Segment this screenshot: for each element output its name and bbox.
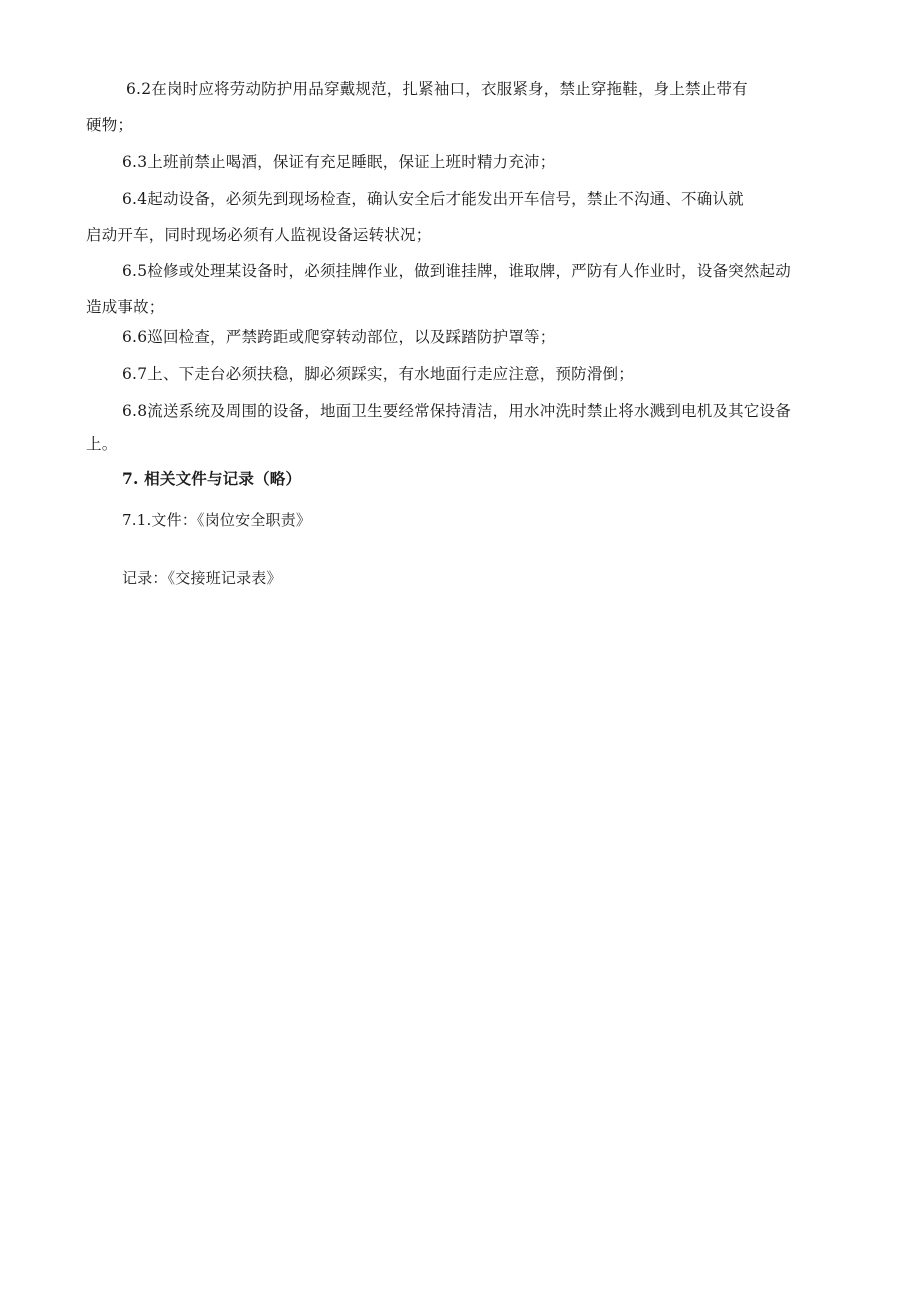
item-6-8-line2: 上。 [86, 435, 118, 453]
item-6-5-line2: 造成事故； [86, 298, 165, 316]
section-7-1-file: 7.1.文件：《岗位安全职责》 [122, 511, 312, 529]
item-6-3: 6.3上班前禁止喝酒，保证有充足睡眠，保证上班时精力充沛； [122, 153, 556, 171]
item-6-4-line1: 6.4起动设备，必须先到现场检查，确认安全后才能发出开车信号，禁止不沟通、不确认就 [122, 190, 744, 208]
item-6-7: 6.7上、下走台必须扶稳，脚必须踩实，有水地面行走应注意，预防滑倒； [122, 365, 634, 383]
section-7-heading: 7. 相关文件与记录（略） [122, 469, 302, 488]
item-6-2-line1: 6.2在岗时应将劳动防护用品穿戴规范，扎紧袖口，衣服紧身，禁止穿拖鞋，身上禁止带有 [126, 80, 748, 98]
item-6-5-line1: 6.5检修或处理某设备时，必须挂牌作业，做到谁挂牌，谁取牌，严防有人作业时，设备突然起动 [122, 262, 791, 280]
item-6-4-line2: 启动开车，同时现场必须有人监视设备运转状况； [86, 226, 432, 244]
item-6-6: 6.6巡回检查，严禁跨距或爬穿转动部位，以及踩踏防护罩等； [122, 328, 556, 346]
item-6-2-line2: 硬物； [86, 116, 134, 134]
item-6-8-line1: 6.8流送系统及周围的设备，地面卫生要经常保持清洁，用水冲洗时禁止将水溅到电机及其它设备 [122, 402, 791, 420]
section-7-record: 记录：《交接班记录表》 [122, 569, 282, 587]
